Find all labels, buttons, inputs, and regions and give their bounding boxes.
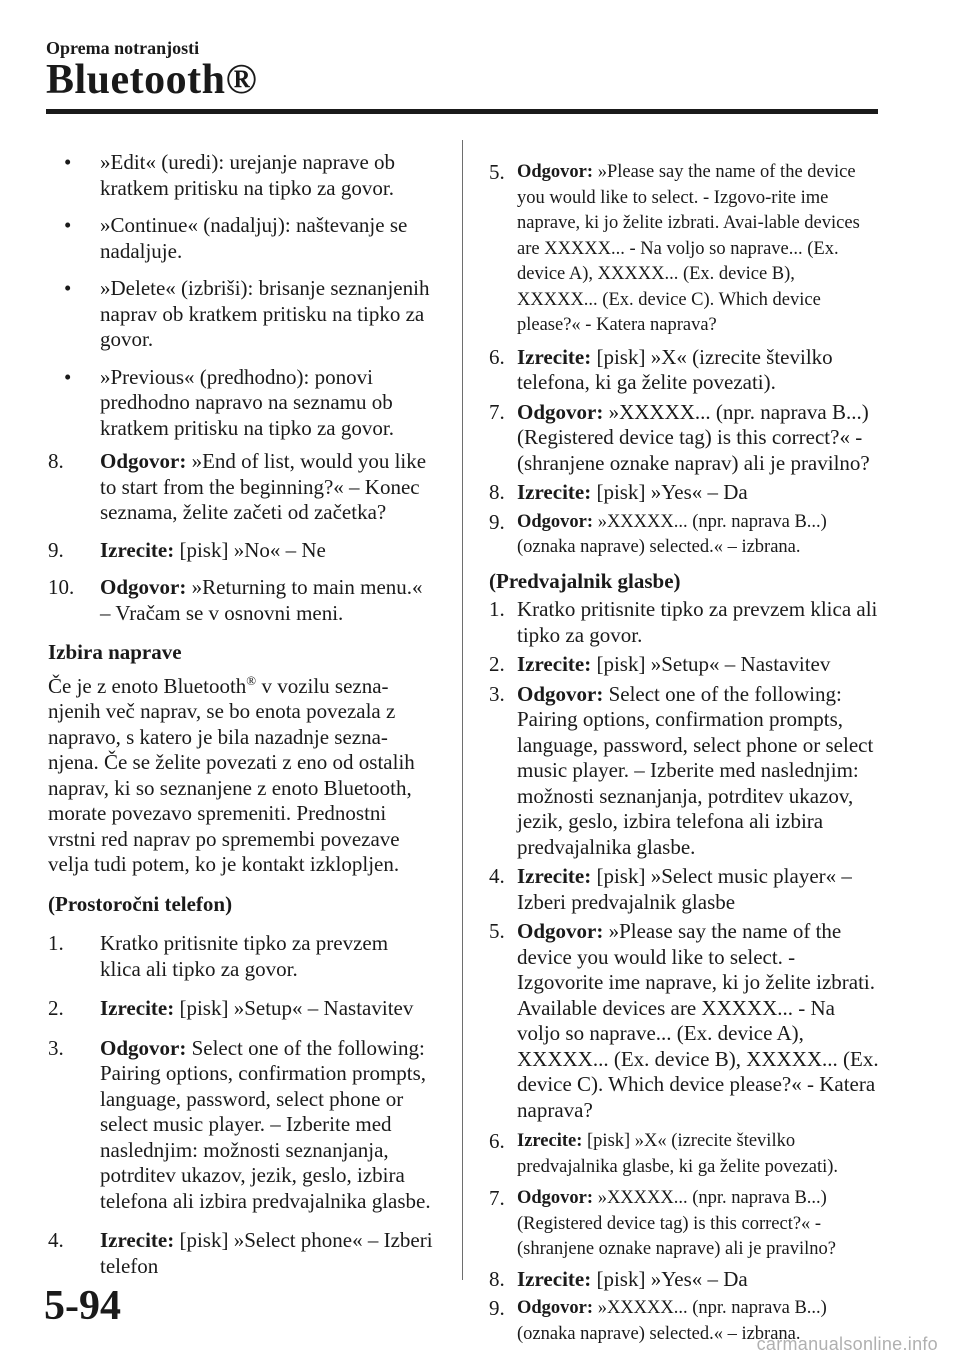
watermark: carmanualsonline.info (756, 1334, 938, 1354)
step-item: 8. Izrecite: [pisk] »Yes« – Da (489, 1266, 748, 1291)
subheading-handsfree: (Prostoročni telefon) (48, 891, 233, 916)
bullet-item: • »Edit« (uredi): urejanje naprave ob kratkem pritisku na tipko za govor. (64, 150, 396, 200)
bullet-item: • »Previous« (predhodno): ponovi predhodno napravo na seznamu ob kratkem pritisku na tipko za govor. (64, 364, 394, 440)
step-item: 9. Odgovor: »XXXXX... (npr. naprava B...) (oznaka naprave) selected.« – izbrana. (489, 1296, 827, 1344)
step-item: 4. Izrecite: [pisk] »Select phone« – Izberi telefon (48, 1228, 433, 1278)
section-heading: Izbira naprave (48, 640, 182, 664)
step-item: 1. Kratko pritisnite tipko za prevzem klica ali tipko za govor. (489, 597, 878, 647)
step-item: 2. Izrecite: [pisk] »Setup« – Nastavitev (48, 996, 414, 1020)
intro-paragraph: Če je z enoto Bluetooth® v vozilu sezna-njenih več naprav, se bo enota povezala z napravo, s katero je bila nazadnje sezna-njena. Če se želite povezati z eno od ostalih naprav, ki so seznanjene z enoto Bluetooth, morate povezavo spremeniti. Prednostni vrstni red naprav po spremembi povezave velja tudi potem, ko je kontakt izklopljen. (48, 672, 415, 876)
bullet-item: • »Delete« (izbriši): brisanje seznanjenih naprav ob kratkem pritisku na tipko za govor. (64, 276, 430, 351)
page-number: 5-94 (44, 1283, 121, 1329)
section-label: Oprema notranjosti (46, 38, 200, 58)
step-item: 1. Kratko pritisnite tipko za prevzem klica ali tipko za govor. (48, 931, 389, 981)
step-item: 9. Izrecite: [pisk] »No« – Ne (48, 537, 326, 562)
bullet-item: • »Continue« (nadaljuj): naštevanje se nadaljuje. (64, 213, 408, 263)
title-rule (46, 109, 878, 114)
step-item: 6. Izrecite: [pisk] »X« (izrecite številko predvajalnika glasbe, ki ga želite povezati). (489, 1129, 839, 1177)
step-item: 3. Odgovor: Select one of the following: Pairing options, confirmation prompts, language, password, select phone or select music player. – Izberite med naslednjim: možnosti seznanjanja, potrditev ukazov, jezik, geslo, izbira telefona ali izbira predvajalnika glasbe. (489, 681, 874, 859)
left-column (48, 150, 434, 1279)
step-item: 8. Izrecite: [pisk] »Yes« – Da (489, 480, 748, 504)
step-item: 7. Odgovor: »XXXXX... (npr. naprava B...) (Registered device tag) is this correct?« - (shranjene oznake naprave) ali je pravilno? (489, 1186, 836, 1259)
step-item: 2. Izrecite: [pisk] »Setup« – Nastavitev (489, 652, 831, 676)
step-item: 10. Odgovor: »Returning to main menu.« – Vračam se v osnovni meni. (48, 575, 423, 625)
step-item: 5. Odgovor: »Please say the name of the device you would like to select. - Izgovo-rite ime naprave, ki jo želite izbrati. Avai-lable devices are XXXXX... - Na voljo so naprave... (Ex. device A), XXXXX... (Ex. device B), XXXXX... (Ex. device C). Which device please?« - Katera naprava? (489, 160, 860, 335)
page-title: Bluetooth® (46, 57, 258, 103)
subheading-music-player: (Predvajalnik glasbe) (489, 568, 681, 593)
step-item: 8. Odgovor: »End of list, would you like to start from the beginning?« – Konec seznama, želite začeti od začetka? (48, 449, 427, 524)
step-item: 9. Odgovor: »XXXXX... (npr. naprava B...) (oznaka naprave) selected.« – izbrana. (489, 509, 827, 557)
right-column (489, 160, 879, 1347)
step-item: 6. Izrecite: [pisk] »X« (izrecite številko telefona, ki ga želite povezati). (489, 344, 833, 394)
column-divider (462, 140, 463, 1280)
step-item: 3. Odgovor: Select one of the following: Pairing options, confirmation prompts, language, password, select phone or select music player. – Izberite med naslednjim: možnosti seznanjanja, potrditev ukazov, jezik, geslo, izbira telefona ali izbira predvajalnika glasbe. (48, 1035, 431, 1213)
step-item: 5. Odgovor: »Please say the name of the device you would like to select. - Izgovorite ime naprave, ki jo želite izbrati. Available devices are XXXXX... - Na voljo so naprave... (Ex. device A), XXXXX... (Ex. device B), XXXXX... (Ex. device C). Which device please?« - Katera naprava? (489, 919, 879, 1122)
step-item: 4. Izrecite: [pisk] »Select music player« – Izberi predvajalnik glasbe (489, 864, 852, 914)
step-item: 7. Odgovor: »XXXXX... (npr. naprava B...) (Registered device tag) is this correct?« - (shranjene oznake naprav) ali je pravilno? (489, 399, 870, 475)
